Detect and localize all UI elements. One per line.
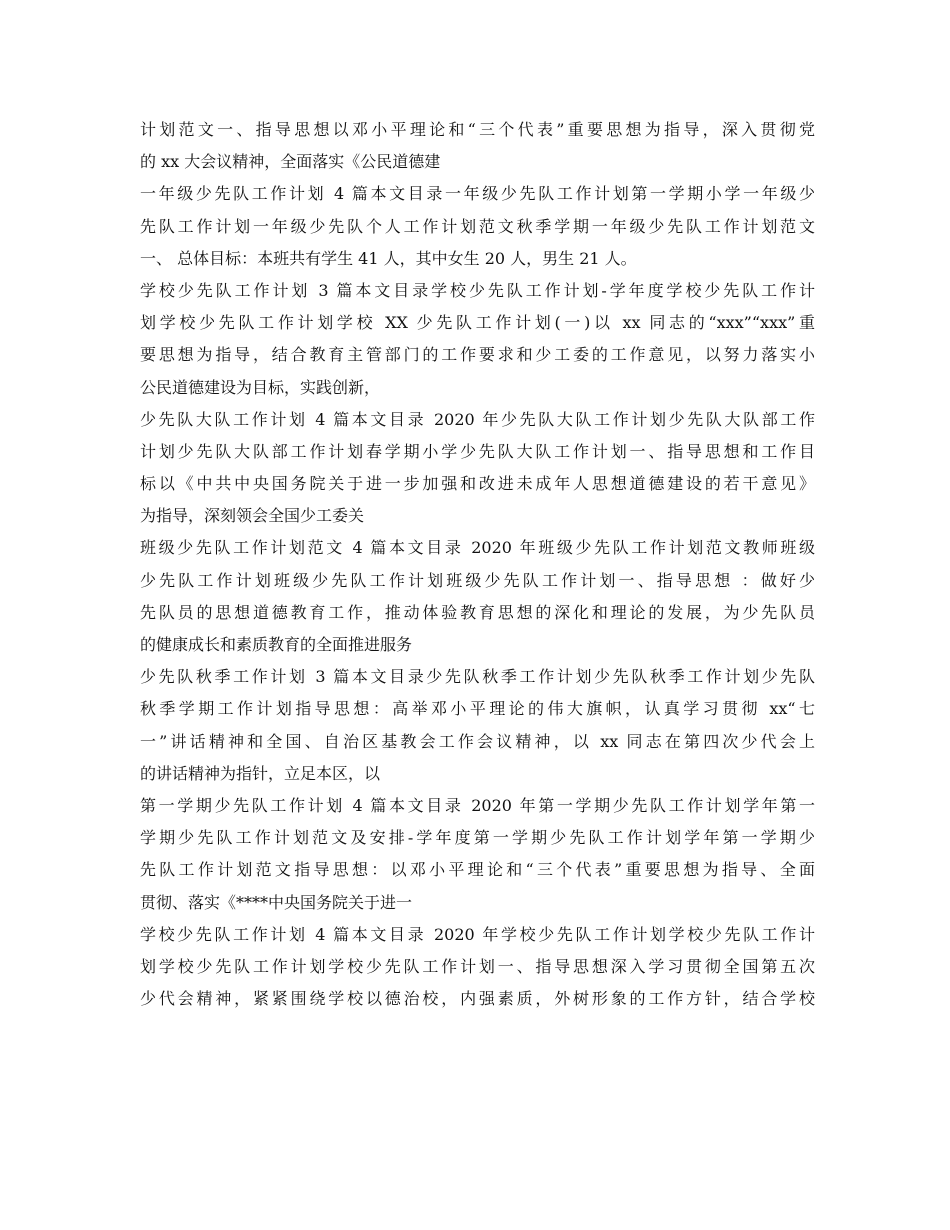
document-body: [140, 114, 815, 1015]
text-line: 少先队大队工作计划 4 篇本文目录 2020 年少先队大队工作计划少先队大队部工作: [140, 409, 815, 429]
text-line: 的 xx 大会议精神，全面落实《公民道德建: [140, 152, 441, 172]
text-line: 划学校少先队工作计划学校 XX 少先队工作计划(一)以 xx 同志的“xxx”“xxx”重: [140, 313, 815, 333]
text-line: 的讲话精神为指针，立足本区，以: [140, 763, 381, 783]
text-line: 一”讲话精神和全国、自治区基教会工作会议精神，以 xx 同志在第四次少代会上: [140, 731, 815, 751]
text-line: 学校少先队工作计划 4 篇本文目录 2020 年学校少先队工作计划学校少先队工作计: [140, 924, 815, 944]
text-line: 少先队秋季工作计划 3 篇本文目录少先队秋季工作计划少先队秋季工作计划少先队: [140, 667, 815, 687]
text-line: 一、 总体目标：本班共有学生 41 人，其中女生 20 人，男生 21 人。: [140, 248, 637, 268]
text-line: 秋季学期工作计划指导思想：高举邓小平理论的伟大旗帜，认真学习贯彻 xx“七: [140, 699, 815, 719]
text-line: 划学校少先队工作计划学校少先队工作计划一、指导思想深入学习贯彻全国第五次: [140, 956, 815, 976]
text-line: 少先队工作计划班级少先队工作计划班级少先队工作计划一、指导思想 ：做好少: [140, 570, 815, 590]
text-line: 计划少先队大队部工作计划春学期小学少先队大队工作计划一、指导思想和工作目: [140, 441, 815, 461]
text-line: 要思想为指导，结合教育主管部门的工作要求和少工委的工作意见，以努力落实小: [140, 345, 815, 365]
text-line: 贯彻、落实《****中央国务院关于进一: [140, 892, 413, 912]
text-line: 先队员的思想道德教育工作，推动体验教育思想的深化和理论的发展，为少先队员: [140, 602, 815, 622]
text-line: 先队工作计划范文指导思想：以邓小平理论和“三个代表”重要思想为指导、全面: [140, 860, 815, 880]
text-line: 学校少先队工作计划 3 篇本文目录学校少先队工作计划-学年度学校少先队工作计: [140, 280, 815, 300]
text-line: 先队工作计划一年级少先队个人工作计划范文秋季学期一年级少先队工作计划范文: [140, 216, 815, 236]
text-line: 为指导，深刻领会全国少工委关: [140, 506, 365, 526]
text-line: 少代会精神，紧紧围绕学校以德治校，内强素质，外树形象的工作方针，结合学校: [140, 989, 815, 1009]
text-line: 班级少先队工作计划范文 4 篇本文目录 2020 年班级少先队工作计划范文教师班级: [140, 538, 815, 558]
text-line: 计划范文一、指导思想以邓小平理论和“三个代表”重要思想为指导，深入贯彻党: [140, 120, 815, 139]
text-line: 一年级少先队工作计划 4 篇本文目录一年级少先队工作计划第一学期小学一年级少: [140, 184, 815, 204]
text-line: 标以《中共中央国务院关于进一步加强和改进未成年人思想道德建设的若干意见》: [140, 474, 815, 494]
text-line: 公民道德建设为目标，实践创新，: [140, 377, 381, 397]
text-line: 第一学期少先队工作计划 4 篇本文目录 2020 年第一学期少先队工作计划学年第一: [140, 795, 815, 815]
text-line: 学期少先队工作计划范文及安排-学年度第一学期少先队工作计划学年第一学期少: [140, 828, 815, 848]
text-line: 的健康成长和素质教育的全面推进服务: [140, 635, 413, 654]
